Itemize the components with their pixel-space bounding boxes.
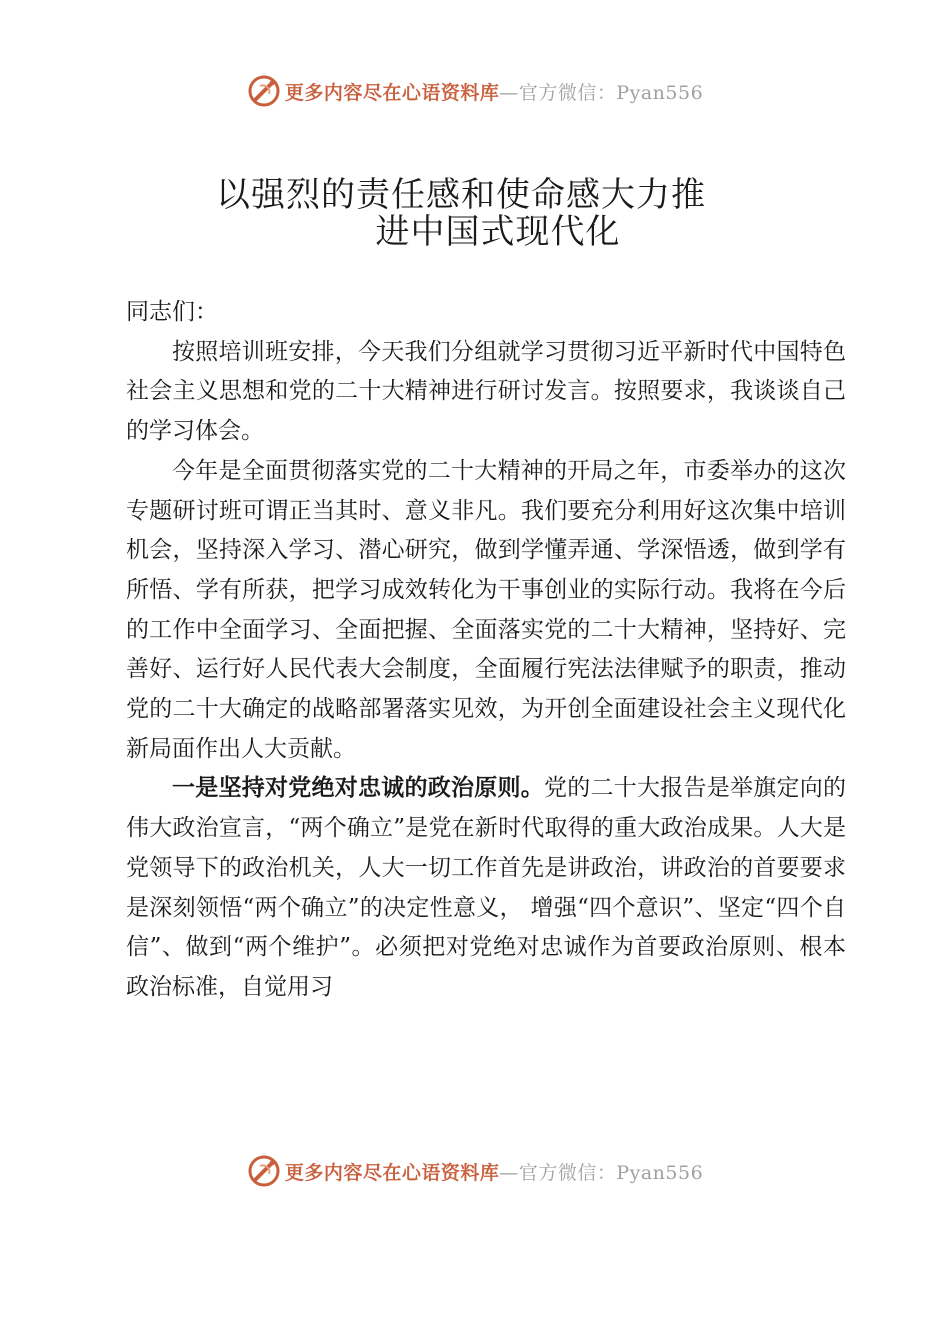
salutation: 同志们： (126, 299, 218, 325)
footer-banner (0, 1151, 950, 1191)
paragraph-3-text: 党的二十大报告是举旗定向的伟大政治宣言，“两个确立”是党在新时代取得的重大政治成果。人大是党领导下的政治机关，人大一切工作首先是讲政治，讲政治的首要要求是深刻领悟“两个确立”的决定性意义， 增强“四个意识”、坚定“四个自信”、做到“两个维护”。必须把对党绝对忠诚作为首要政治原则、根本政治标准，自觉用习 (126, 775, 846, 1000)
pen-logo-icon (247, 1154, 281, 1188)
paragraph-3-heading: 一是坚持对党绝对忠诚的政治原则。 (172, 775, 544, 802)
banner-main-text: 更多内容尽在心语资料库 (284, 1161, 500, 1184)
banner-main-text: 更多内容尽在心语资料库 (284, 81, 500, 104)
banner-text (285, 78, 703, 105)
banner-wechat-text: —官方微信：Pyan556 (499, 81, 704, 104)
pen-logo-icon (247, 74, 281, 108)
paragraph-2: 今年是全面贯彻落实党的二十大精神的开局之年，市委举办的这次专题研讨班可谓正当其时、意义非凡。我们要充分利用好这次集中培训机会，坚持深入学习、潜心研究，做到学懂弄通、学深悟透，做到学有所悟、学有所获，把学习成效转化为干事创业的实际行动。我将在今后的工作中全面学习、全面把握、全面落实党的二十大精神，坚持好、完善好、运行好人民代表大会制度，全面履行宪法法律赋予的职责，推动党的二十大确定的战略部署落实见效，为开创全面建设社会主义现代化新局面作出人大贡献。 (126, 457, 846, 762)
document-body (126, 293, 846, 1008)
banner-text (285, 1158, 703, 1185)
paragraph-3 (126, 769, 846, 1007)
banner-wechat-text: —官方微信：Pyan556 (499, 1161, 704, 1184)
header-banner (0, 71, 950, 111)
document-title-line1: 以强烈的责任感和使命感大力推 (216, 175, 706, 215)
paragraph-1: 按照培训班安排，今天我们分组就学习贯彻习近平新时代中国特色社会主义思想和党的二十大精神进行研讨发言。按照要求，我谈谈自己的学习体会。 (126, 338, 846, 445)
document-title-line2: 进中国式现代化 (375, 212, 621, 252)
